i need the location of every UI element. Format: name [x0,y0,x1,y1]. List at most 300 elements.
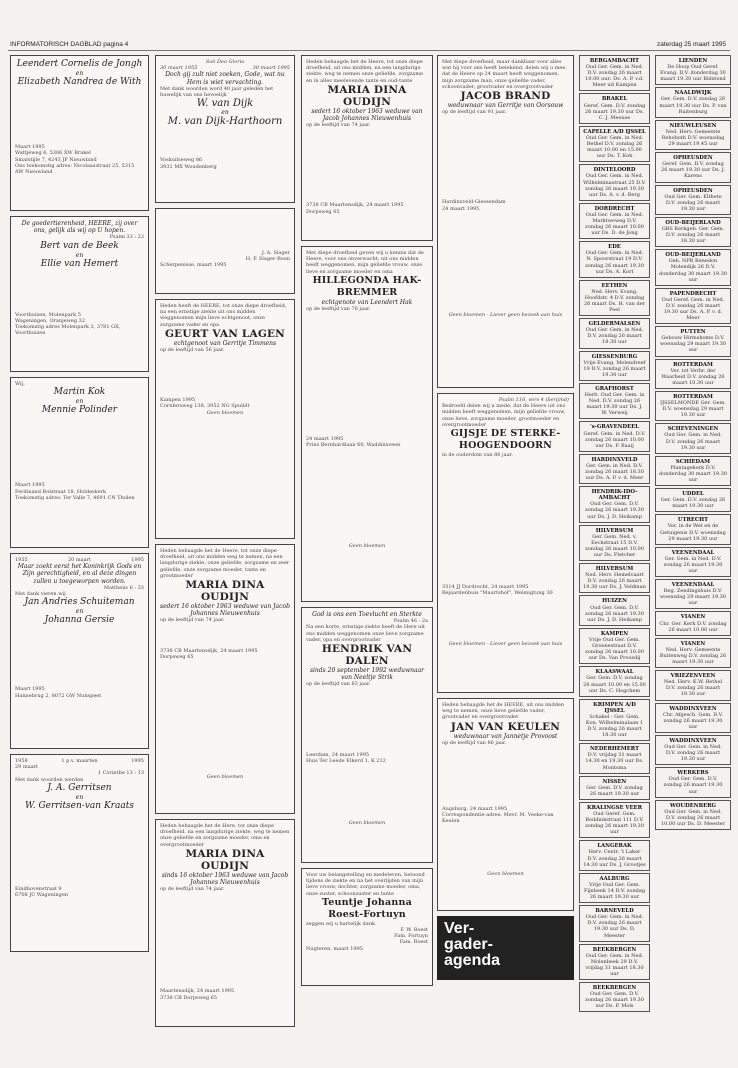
church-service-item [579,873,650,903]
church-details: Ger. Gem. Ned. v. Eeckstraat 15 D.V. zondag 26 maart 10.00 uur Ds. Fletcher [585,533,644,558]
church-details: Oud Ger. Gem. in Ned. D.V. zondag 26 maart 18.30 uur [585,327,644,346]
signature-2: H. P. Slager-Boon [245,256,290,263]
church-service-item [579,666,650,696]
notice-quote: Maar zoekt eerst het Koninkrijk Gods en Zijn gerechtigheid, en al deze dingen zullen u toegeworpen worden. [17,563,142,585]
notice-name-2: M. van Dijk-Harthoorn [167,116,283,128]
notice-death-vandalen [301,607,433,863]
deceased-age: op de leeftijd van 74 jaar. [160,886,225,893]
header-date: zaterdag 25 maart 1995 [656,41,726,48]
church-location: VIANEN [680,640,706,647]
church-service-item [579,905,650,941]
signature-2: Fam. Fortuyn [394,933,428,940]
deceased-age: op de leeftijd van 86 jaar. [442,739,507,746]
signature-1: J. A. Slager [261,250,290,256]
church-details: Oud Geref. Gem. Boddinkstraat 111 D.V. zondag 26 maart 19.30 uur [585,811,644,836]
church-service-item [655,703,731,733]
no-flowers-note: Geen bloemen [348,820,386,827]
family-list-filler [442,117,569,197]
church-location: KAMPEN [600,630,629,637]
church-details: Ger. Gem. D.V. zondag 26 maart 10.00 en 15.00 uur Ds. C. Hogchem [583,675,646,694]
church-location: ROTTERDAM [673,361,713,368]
church-service-item [579,699,650,742]
notice-ref: Psalm 46 : 2a [393,618,428,625]
church-service-item [655,87,731,117]
notice-place-date: Nugteren, maart 1995 [306,945,363,952]
notice-place-date: 3738 CB Maartensdijk, 24 maart 1995 [160,647,258,654]
church-location: HENDRIK-IDO-AMBACHT [591,489,638,502]
notice-death-vankeulen [437,698,574,911]
notice-quote: God is ons een Toevlucht en Sterkte [312,611,422,618]
notice-place-date: Kampen 1995 [160,397,196,404]
notice-address: Correspondentie-adres: Mevr. M. Veeke-van Keulen [442,812,554,825]
notice-address: Cornfersweg 138, 3952 NG Spuildt [160,403,250,410]
church-details: Oud Ger. Gem. D.V. zondag 26 maart 19.30 uur [663,776,723,795]
family-list-filler [442,460,569,582]
church-location: NEDERHEMERT [589,746,640,753]
notice-address-2: Smalstijle 7, 4243 JP Nieuwland [15,156,97,163]
church-details: Ned. Herv. K.W. Bethel D.V. zondag 26 maart 19.30 uur [663,679,723,698]
notice-quote: Doch gij zult niet zoeken, Gode, wat nu Hem is wiet vervachting. [165,71,285,86]
church-location: UDDEL [682,491,704,498]
notice-intro: Heden behaagde het de HEERE, uit ons midden weg te nemen, onze lieve geliefde vader, grootvader en overgrootvader [442,702,565,721]
notice-death-oudijn-2 [155,819,295,1027]
notice-ref: Mattheüs 6 : 33 [103,584,144,591]
church-details: Vrije Oud Ger. Gem. Fijnbeek 14 D.V. zondag 26 maart 19.30 uur [583,881,646,901]
church-details: Ned. Herv. Hemelvaart D.V. zondag 26 maart 19.30 uur Ds. J. Veldman [583,572,646,591]
church-location: PAPENDRECHT [669,290,717,297]
church-service-item [579,743,650,773]
notice-address: Dorpsweg 65 [160,653,194,660]
notice-place: Hardinxveld-Giessendam [442,199,506,206]
notice-body-filler [15,90,144,142]
notice-marriage-dejongh [10,55,149,211]
church-details: Oud Ger. Gem. in Ned. D.V. zondag 26 maart 19.30 uur [664,743,722,763]
church-location: ROTTERDAM [673,393,713,400]
church-service-item [579,383,650,419]
church-service-item [579,525,650,561]
church-service-item [655,152,731,182]
church-details: Geref. Gem. D.V. zondag 26 maart 19.30 uur Ds. C. J. Meeuse [583,102,646,121]
deceased-relation: sedert 16 oktober 1963 weduwe van Jacob Johannes Nieuwenhuis [160,603,290,618]
church-location: BRAKEL [601,96,628,103]
deceased-relation: sinds 20 september 1992 weduwnaar van Neeltje Strik [309,667,425,682]
notice-body-filler [160,214,290,248]
notice-address-2: 6708 JC Wageningen [15,892,68,899]
anniversary-date: 29 maart [15,764,39,771]
deceased-relation: echtgenoot van Gerritje Timmens [173,339,277,347]
church-location: NIEUWLEUSEN [669,122,717,129]
notice-name-2: Ellie van Hemert [40,258,119,269]
notice-intro: Met dank woorden word 40 jaar geleden het huwelijk van ons hevoelijk [160,85,274,99]
notice-body-filler [160,418,290,478]
family-list-filler [306,130,428,200]
notice-death-brand [437,55,574,388]
church-service-item [655,514,731,544]
church-location: AALBURG [599,875,630,882]
church-details: Ger. Gem. D.V. zondag 26 maart 19.30 uur [586,784,643,797]
church-details: Chr. Afgesch. Gem. D.V. zondag 26 maart 19.30 uur [663,711,723,730]
church-details: GBS Kerkgeb. Ger. Gem. D.V. zondag 26 maart 18.30 uur [661,225,725,245]
year-start: 1958 [15,758,28,764]
church-details: Oud Ger. Gem. D.V. zondag 26 maart 19.30 uur Ds. J. D. Heikamp [585,604,644,623]
notice-name-1: Leendert Cornelis de Jongh [16,59,143,69]
notice-intro: Heden heeft de HEERE, tot onze diepe droefheid, na een ernstige ziekte uit ons midden weggenomen mijn lieve echtgenoot, onze zorgzame vader en opa [160,303,287,328]
church-details: Oud Ger. Gem. D.V. zondag 26 maart 19.30 uur Ds. P. Mols [585,991,644,1010]
church-details: D.V. vrijdag 31 maart 14.30 en 19.30 uur Ds. Montsma [585,752,644,771]
notice-intro: Bedroefd delen wij u mede, dat de Heere uit ons midden heeft weggenomen, mijn geliefde vrouw, onze lieve, zorgzame moeder, grootmoeder en overgrootmoeder [442,403,566,428]
church-location: GIESSENBURG [591,353,638,360]
notice-anniversary-vandijk [155,55,295,203]
deceased-age: op de leeftijd van 74 jaar. [306,122,371,129]
church-location: BERGAMBACHT [589,58,640,64]
church-details: Reg. Zendingshuis D.V. woensdag 29 maart 19.30 uur [660,588,726,607]
year-start: 1955 [15,557,28,563]
notice-address: Voskuilseweg 86 [160,157,203,164]
family-list-filler [160,894,290,986]
church-location: EETHEN [601,282,628,289]
church-details: Herb. Oud Ger. Gem. in Ned. D.V. zondag 26 maart 19.30 uur Ds. J. W. Verweij [584,392,645,417]
notice-ref: 1 Corinthe 13 : 13 [97,770,144,777]
notice-anniversary-gerritsen [10,754,149,952]
notice-place-date: 3314 JJ Dordrecht, 24 maart 1995 [442,584,529,591]
church-location: HUIZEN [602,598,627,605]
church-location: SCHIEDAM [675,458,711,465]
church-location: LIENDEN [678,58,708,64]
church-service-item [579,776,650,800]
church-details: Ger. Gem. D.V. zondag 26 maart 19.30 uur [660,497,726,510]
notice-future-address: Ons toekomstig adres: Nicolaasstraat 25, 5315 AW Nieuwland [15,162,135,176]
church-service-item [579,318,650,348]
church-location: NISSEN [602,778,627,785]
notice-quote: De goedertierenheid, HEERE, zij over ons, gelijk als wij op U hopen. [21,220,138,235]
church-service-item [655,120,731,150]
notice-address: Wattjeweg 6, 5306 XW Brakel [15,150,91,157]
notice-date: Maart 1995 [15,144,45,151]
church-service-item [579,595,650,625]
vergader-agenda-banner [437,916,574,980]
no-flowers-note: Geen bloemen - Liever geen bezoek aan huis [448,311,563,318]
thanks-line: zeggen wij u hartelijk dank. [306,920,377,927]
notice-death-oudijn-3 [301,55,433,241]
banner-line-1: Ver- [444,920,475,937]
church-location: HILVERSUM [595,566,634,573]
notice-date: Maart 1995 [15,686,45,693]
year-end: 30 maart 1995 [252,65,290,72]
church-service-item [579,55,650,91]
church-location: OPHEUSDEN [673,187,713,194]
deceased-relation: sedert 16 oktober 1963 weduwe van Jacob Johannes Nieuwenhuis [311,107,423,123]
church-service-item [655,185,731,215]
church-details: Ver. tot Verbr. der Waarheid D.V. zondag 26 maart 10.30 uur [661,367,725,386]
notice-body-filler [160,129,290,155]
notice-intro: Met diepe droefheid, maar dankbaar voor alles wat hij voor ons heeft betekend, delen wij u mee, dat de Heere op 24 maart heeft weggenomen, mijn zorgzame man, onze geliefde vader, schoonvader, grootvader en overgrootvader [442,59,567,90]
notice-place-date: Augsburg, 24 maart 1995 [442,806,508,813]
notice-body-filler [306,451,428,541]
notice-death-hak [301,246,433,602]
deceased-name: MARIA DINA OUDIJN [185,579,265,604]
notice-name-1: J. A. Gerritsen [47,782,112,793]
church-location: KRALINGSE VEER [587,804,642,811]
church-location: LANGERAK [597,843,632,850]
family-list-filler [306,690,428,750]
notice-thanks-roest [301,868,433,986]
church-details: Geb. NPB Benedon Molendijk 26 D.V. donderdag 30 maart 19.30 uur [659,258,727,283]
church-location: SCHEVENINGEN [667,426,719,433]
church-service-item [655,326,731,356]
notice-date: 24 maart 1995 [442,205,480,212]
church-details: Oud Ger. Gem. in Ned. Wilhelminastraat 25 D.V. zondag 26 maart 19.30 uur Ds. A. v. d. Berg [583,173,646,198]
church-details: Ger. Gem. in Ned. D.V. zondag 26 maart 19.30 uur [663,555,723,574]
notice-intro: Heden behaagde het de Heere, tot onze diepe droefheid, uit ons midden, na een langdurige ziekte, weg te nemen onze geliefde, zorgzame en in alles meelevende tante en oud-tante [306,59,424,84]
church-service-item [579,628,650,664]
deceased-relation: weduwnaar van Gerritje van Oorsouw [447,102,564,110]
church-location: DORDRECHT [594,205,635,212]
church-details: Plantagekerk D.V. donderdag 30 maart 19.30 uur [659,464,727,483]
family-list-filler [160,355,290,395]
church-service-item [579,840,650,870]
notice-address: Hannebrug 2, 8072 GW Nunspeet [15,692,102,699]
notice-ref: Psalm 116, vers 4 (berijmd) [498,397,569,403]
anniversary-label: 1 p.v. maarten [61,758,98,764]
notice-address: Dorpsweg 65 [306,208,340,215]
column-4 [437,55,574,1060]
notice-place-date: Leerdam, 24 maart 1995 [306,751,370,758]
church-service-item [655,579,731,609]
column-5-church-services [579,55,650,1060]
church-location: UTRECHT [677,517,709,524]
church-details: Ned. Herv. Gemeente Rehoboth D.V. woensdag 29 maart 19.45 uur [661,128,725,148]
signature-3: Fam. Roest [399,939,428,946]
church-details: Ned. Herv. Gemeente Buitenweg D.V. zondag 26 maart 19.30 uur [659,646,727,666]
church-location: GELDERMALSEN [588,321,641,328]
church-details: De Hoop Oud Geref. Evang. D.V. donderdag 30 maart 19.30 uur Bidstond [660,64,726,83]
deceased-name: JAN VAN KEULEN [450,720,561,733]
notice-intro: Met dank woorden werden [15,776,84,783]
signature-1: F. W. Roest [400,927,428,934]
church-service-item [655,359,731,389]
notice-death-desterke [437,393,574,693]
notice-address: Huis Ter Leede Elkerd 1, K 212 [306,757,386,764]
notice-body-filler [15,814,144,884]
church-location: WADDINXVEEN [669,705,717,712]
church-service-item [579,241,650,277]
church-location: 's-GRAVENDEEL [590,424,639,431]
church-service-item [655,391,731,421]
church-service-item [655,288,731,324]
church-service-item [655,456,731,486]
notice-death-oudijn-1 [155,544,295,814]
deceased-name: GIJSJE DE STERKE-HOOGENDOORN [450,428,561,452]
banner-line-2: gader- [444,936,493,953]
church-location: GRAFHORST [595,385,634,392]
church-service-item [655,547,731,577]
no-flowers-note: Geen bloemen - Liever geen bezoek aan huis [448,640,563,647]
church-location: BARNEVELD [595,908,634,915]
year-start: 30 maart 1955 [160,65,198,72]
notice-address-2: Wageningen, Oranjeweg 32 [15,318,86,325]
church-location: BEEKBERGEN [592,985,637,992]
church-service-item [579,203,650,239]
notice-name-1: W. van Dijk [196,98,254,110]
church-details: Oud Ger. Gem. D.V. zondag 26 maart 19.30 uur Ds. J. D. Heikamp [585,501,644,520]
church-service-item [655,55,731,85]
family-list-filler [306,314,428,434]
notice-name-2: Mennie Polinder [41,405,118,416]
deceased-age: op de leeftijd van 91 jaar. [442,109,507,116]
church-service-item [655,423,731,453]
notice-name-1: Jan Andries Schuiteman [24,597,135,608]
notice-address: Bejaardenhuis "Maurtshof", Weimigtung 30 [442,590,553,597]
deceased-age: op de leeftijd van 83 jaar. [306,681,371,688]
notice-intro: Voor uw belangstelling en medeleven, betoond tijdens de ziekte en na het overlijden van mijn lieve vrouw, dochter, zorgzame moeder, oma, onze zuster, schoonzuster en tante [306,872,425,897]
notice-date: Maart 1995 [15,482,45,489]
notice-intro: Met diepe droefheid geven wij u kennis dat de Heere, voor ons onverwacht, uit ons midden heeft weggenomen, mijn geliefde vrouw, onze lieve en zorgzame moeder en oma [306,250,424,275]
church-service-item [655,249,731,285]
church-details: Oud Ger. Gem. in Ned. D.V. zondag 26 maart 19.30 uur Ds. D. Meester [585,914,644,939]
notice-place-date: Scherpenisse, maart 1995 [160,262,227,269]
church-service-item [579,982,650,1012]
deceased-age: op de leeftijd van 74 jaar. [160,617,225,624]
notice-date: 24 maart 1995 [306,436,344,443]
column-1 [10,55,149,1060]
church-service-item [579,563,650,593]
church-location: VIANEN [680,614,706,621]
notice-body-filler [442,827,569,869]
church-details: Ned. Herv. Evang. Hoofdstr. 4 D.V. zondag 26 maart Ds. H. van der Poel [583,288,646,314]
notice-intro: Heden behaagde het de Heere, tot onze diepe droefheid, uit ons midden weg te nemen, na een langdurige ziekte, onze geliefde, zorgzame en zeer geliefde, onze zorgzame moeder, tante en grootmoeder [160,548,290,579]
church-details: Vrije Evang. Molendreef 19 D.V. zondag 26 maart 19.30 uur [583,359,646,378]
church-service-item [655,735,731,765]
church-service-item [655,488,731,512]
notice-name-2: Elizabeth Nandrea de With [17,77,142,88]
deceased-age: in de ouderdom van 86 jaar. [442,452,513,459]
church-service-item [579,802,650,838]
church-service-item [655,611,731,635]
church-location: HARDINXVELD [591,456,638,463]
notice-intro: Na een korte, ernstige ziekte heeft de Here uit ons midden weggenomen onze lieve zorgzame vader, opa en overgrootvader [306,624,425,643]
notice-address: Voorthuizen, Molenpark 5 [15,311,81,318]
church-details: Geref. Gem. D.V. zondag 26 maart 19.30 uur Ds. J. Karens [661,161,725,180]
year-end: 1995 [131,557,144,563]
column-3 [301,55,433,1060]
no-flowers-note: Geen bloemen [487,870,524,877]
notice-future-address: Toekomstig adres Molenpark 3, 3781 GX, Voorthuizen [15,324,121,337]
church-details: Vrije Oud Ger. Gem. Groenestraat D.V. zondag 26 maart 10.00 uur Ds. Van Proosdij [585,636,644,662]
deceased-name: HILLEGONDA HAK-BREMMER [312,274,422,298]
church-service-item [579,126,650,162]
notice-intro: Met dank vieren wij [15,591,66,598]
deceased-name: MARIA DINA OUDIJN [327,83,407,108]
church-details: Geref. Gem. in Ned. D.V. zondag 26 maart 10.00 uur Ds. P. Baaij [583,430,646,449]
church-details: Gebouw Hirmshome D.V. woensdag 29 maart 19.30 uur [660,335,726,354]
church-details: Oud Ger. Gem. in Ned. Bethel D.V. zondag 26 maart 10.00 en 15.00 uur Ds. T. Kok [585,134,644,160]
notice-place-date: 3738 CB Maartensdijk, 24 maart 1995 [306,202,404,209]
page-header [8,41,730,51]
notice-intro: Wij, [15,381,25,387]
notice-en: en [221,109,229,117]
church-service-item [579,351,650,381]
church-details: Ver. in de Wet en de Getuigenis D.V. woensdag 29 maart 19.30 uur [660,523,726,542]
notice-address: Eindhovenstraat 9 [15,886,62,893]
church-details: Oud Ger. Gem. in Ned. D.V. zondag 26 maart 19.30 uur [664,432,722,451]
year-end: 1995 [131,758,144,764]
church-details: Ger. Gem. in Ned. D.V. zondag 26 maart 18.30 uur Ds. A. P. v. d. Meer [585,462,644,482]
notice-marriage-vandebeek [10,216,149,372]
church-service-item [655,638,731,668]
notice-en: en [75,608,84,616]
deceased-age: op de leeftijd van 56 jaar. [160,347,225,354]
church-service-item [579,280,650,316]
church-location: KLAASWAAL [595,669,634,676]
church-service-item [655,670,731,700]
deceased-age: op de leeftijd van 76 jaar. [306,306,371,313]
notice-name-1: Martin Kok [53,387,106,398]
church-location: VRIEZENVEEN [670,673,716,680]
deceased-name: Teuntje Johanna Roest-Fortuyn [322,896,412,920]
church-location: NAALDWIJK [674,90,712,97]
church-details: Oud Geref. Gem. in Ned. D.V. zondag 26 maart 19.30 uur Ds. A. P. v. d. Meer [661,296,725,322]
family-list-filler [160,626,290,646]
notice-motto: Soli Deo Gloria [205,59,245,65]
notice-body-filler [442,599,569,639]
church-location: KRIMPEN A/D IJSSEL [593,701,636,714]
church-details: Oud Ger. Gem. in Ned. Molenbeek 29 D.V. vrijdag 31 maart 18.30 uur [585,952,644,977]
church-location: HILVERSUM [595,527,634,534]
notice-thanks-slager [155,208,295,294]
church-details: Oud Ger. Gem. Elthete D.V. zondag 26 maart 19.30 uur [664,193,722,212]
deceased-name: GEURT VAN LAGEN [165,327,285,340]
deceased-relation: sinds 16 oktober 1963 weduwe van Jacob Johannes Nieuwenhuis [161,871,289,887]
notice-body-filler [442,214,569,310]
notice-future-address: Toekomstig adres: Ter Valle 7, 4691 CN Tholen [15,494,135,501]
notice-name-2: W. Gerritsen-van Kraats [25,801,134,812]
notice-en: en [75,793,84,801]
deceased-name: HENDRIK VAN DALEN [321,643,413,668]
anniversary-date: 20 maart [67,557,92,563]
notice-ref: Psalm 33 : 22 [109,234,144,241]
church-location: VEENENDAAL [671,549,715,556]
church-location: CAPELLE A/D IJSSEL [583,128,646,135]
deceased-relation: echtgenote van Leendert Hak [321,298,413,306]
notice-marriage-kok [10,377,149,548]
church-service-item [579,421,650,451]
notice-address: 3738 CB Dorpsweg 65 [160,994,217,1001]
deceased-name: MARIA DINA OUDIJN [185,847,265,872]
church-location: VEENENDAAL [671,582,715,589]
church-location: WERKERS [677,770,709,777]
church-details: Oud Ger. Gem. in Ned. N. Spoorstraat 19 D.V. zondag 26 maart 19.30 uur Ds. A. Kort [585,250,644,275]
church-details: Chr. Ger. Kerk D.V. zondag 26 maart 10.00 uur [659,620,727,633]
no-flowers-note: Geen bloemen [206,774,244,781]
notice-intro: Heden behaagde het de Here, tot onze diepe droefheid, na een langdurige ziekte, weg te nemen onze geliefde en zorgzame moeder, oma en overgrootmoeder [160,823,290,848]
church-details: Oud Ger. Gem. in Ned. D.V. zondag 26 maart 10.00 uur Ds. D. Meester [660,808,726,827]
newspaper-name: INFORMATORISCH DAGBLAD pagina 4 [10,41,129,48]
church-location: WADDINXVEEN [669,737,717,744]
church-location: DINTELOORD [593,167,636,174]
church-details: Oud Ger. Gem. in Ned. Marktweweg D.V. zondag 26 maart 10.00 uur Ds. D. de Jong [585,211,644,237]
church-service-item [579,454,650,484]
deceased-name: JACOB BRAND [460,90,551,103]
church-location: OUD-BEIJERLAND [665,252,721,259]
church-location: EDE [608,244,621,251]
notice-death-vanlagen [155,299,295,539]
notice-body-filler [15,272,144,310]
church-service-item [655,217,731,247]
church-service-item [579,164,650,200]
deceased-relation: weduwnaar van Jannetje Provoost [453,732,558,740]
no-flowers-note: Geen bloemen [206,409,244,416]
church-service-item [579,486,650,522]
